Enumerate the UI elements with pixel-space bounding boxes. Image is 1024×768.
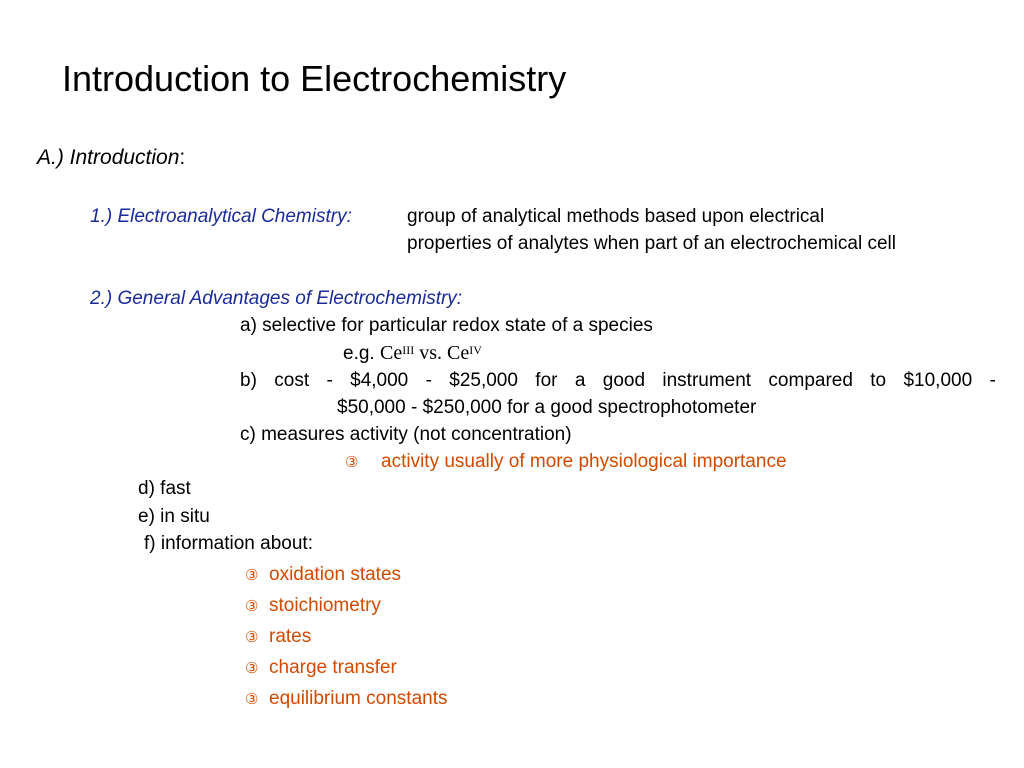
bullet-icon: ③: [345, 454, 359, 471]
advantage-b-word: instrument: [662, 370, 752, 391]
advantage-b-word: $25,000: [449, 370, 518, 391]
advantage-c-note-text: activity usually of more physiological importance: [381, 451, 787, 472]
advantage-b-word: cost: [274, 370, 310, 391]
item1-definition-line2: properties of analytes when part of an electrochemical cell: [407, 233, 896, 254]
item1-definition-line1: group of analytical methods based upon electrical: [407, 206, 825, 227]
item1-label: 1.) Electroanalytical Chemistry:: [90, 206, 352, 227]
advantage-b-line1: [240, 370, 996, 392]
bullet-icon: ③: [245, 567, 259, 584]
advantage-b-word: to: [870, 370, 887, 391]
advantage-b-word: -: [425, 370, 432, 391]
advantage-b-word: for: [535, 370, 558, 391]
advantage-c: c) measures activity (not concentration): [240, 424, 572, 445]
advantage-e: e) in situ: [138, 506, 210, 527]
slide-title: Introduction to Electrochemistry: [62, 58, 567, 99]
info-list-item: [245, 657, 397, 680]
advantage-b-word: a: [574, 370, 586, 391]
advantage-b-line2: $50,000 - $250,000 for a good spectrophotometer: [337, 397, 757, 418]
advantage-b-word: $4,000: [350, 370, 409, 391]
section-a-heading: [37, 146, 185, 170]
advantage-b-words: [240, 370, 996, 392]
info-list-item: [245, 595, 381, 618]
advantage-b-word: b): [240, 370, 257, 391]
advantage-b-word: -: [326, 370, 333, 391]
section-a-colon: :: [179, 146, 186, 169]
ce-symbol-1: Ce: [379, 342, 403, 364]
advantage-b-word: $10,000: [903, 370, 973, 391]
info-list-item-text: equilibrium constants: [269, 688, 448, 709]
vs-ce-text: vs. Ce: [414, 342, 470, 364]
ce-oxidation-4: IV: [469, 343, 482, 357]
info-list-item: [245, 626, 311, 649]
advantage-a: a) selective for particular redox state of a species: [240, 315, 653, 336]
item2-label: 2.) General Advantages of Electrochemistry:: [90, 288, 463, 309]
advantage-b-word: good: [602, 370, 646, 391]
advantage-b-word: -: [989, 370, 996, 391]
info-list-item-text: rates: [269, 626, 312, 647]
info-list-item: [245, 688, 447, 711]
advantage-f: f) information about:: [144, 533, 313, 554]
info-list-item-text: charge transfer: [269, 657, 397, 678]
advantage-c-note: [345, 451, 787, 474]
info-list-item-text: stoichiometry: [269, 595, 381, 616]
bullet-icon: ③: [245, 629, 259, 646]
example-prefix: e.g.: [343, 343, 380, 364]
info-list-item: [245, 564, 401, 587]
advantage-b-word: compared: [768, 370, 853, 391]
advantage-d: d) fast: [138, 478, 191, 499]
bullet-icon: ③: [245, 691, 259, 708]
info-list-item-text: oxidation states: [269, 564, 402, 585]
example-line: [343, 342, 482, 365]
section-a-label: A.) Introduction: [37, 146, 180, 169]
bullet-icon: ③: [245, 660, 259, 677]
ce-oxidation-3: III: [402, 343, 415, 357]
bullet-icon: ③: [245, 598, 259, 615]
example-formula: [380, 342, 482, 364]
